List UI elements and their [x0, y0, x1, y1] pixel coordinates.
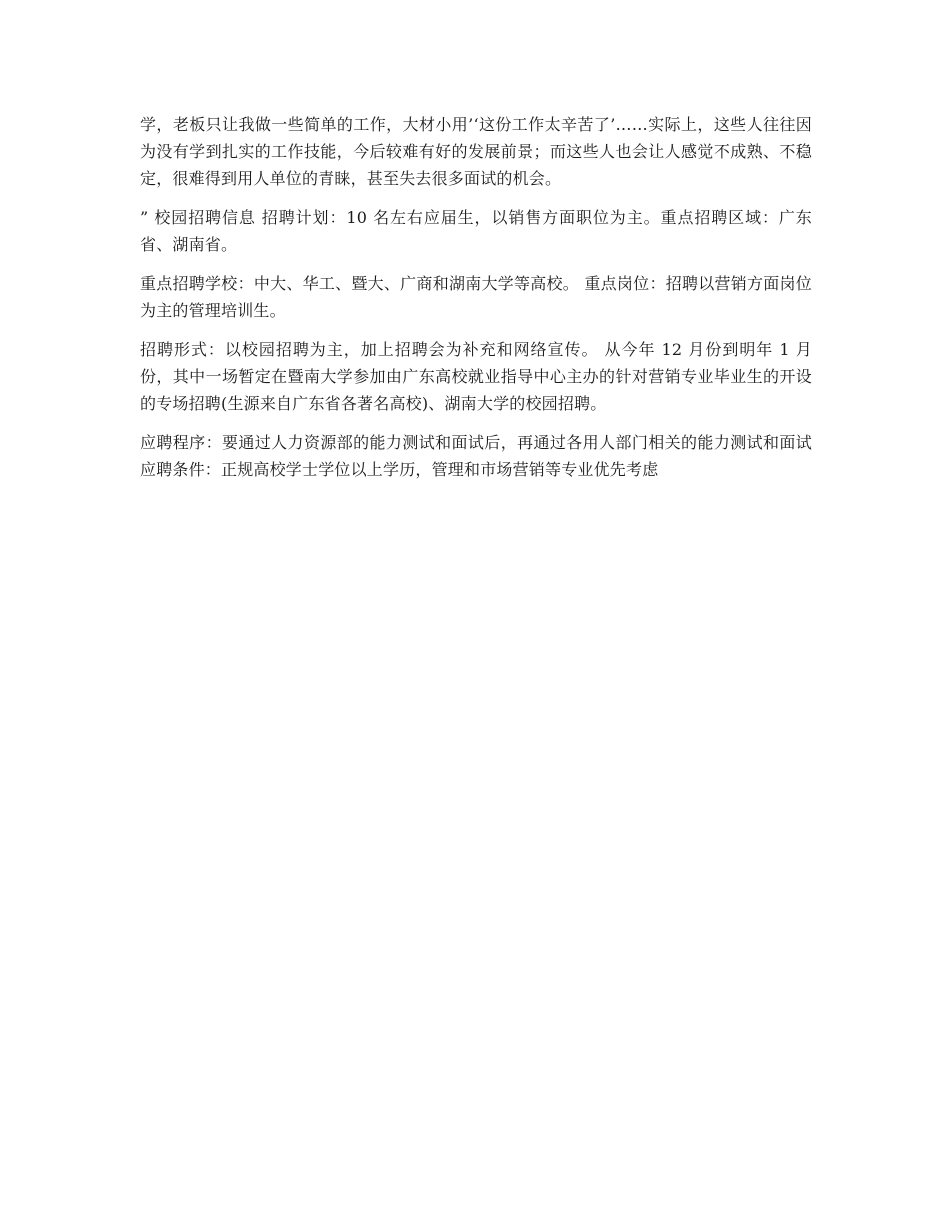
paragraph-recruitment-plan: ” 校园招聘信息 招聘计划：10 名左右应届生，以销售方面职位为主。重点招聘区域：广东省、湖南省。 [140, 208, 812, 254]
paragraph-target-schools: 重点招聘学校：中大、华工、暨大、广商和湖南大学等高校。 重点岗位：招聘以营销方面岗位为主的管理培训生。 [140, 274, 812, 320]
paragraph-application-process: 应聘程序：要通过人力资源部的能力测试和面试后，再通过各用人部门相关的能力测试和面试 应聘条件：正规高校学士学位以上学历，管理和市场营销等专业优先考虑 [140, 433, 812, 479]
paragraph-recruitment-format: 招聘形式：以校园招聘为主，加上招聘会为补充和网络宣传。 从今年 12 月份到明年 1 月份，其中一场暂定在暨南大学参加由广东高校就业指导中心主办的针对营销专业毕业生的开设的专场招聘(生源来自广东省各著名高校)、湖南大学的校园招聘。 [140, 340, 812, 413]
paragraph-job-attitude: 学，老板只让我做一些简单的工作，大材小用’‘这份工作太辛苦了’……实际上，这些人往往因为没有学到扎实的工作技能，今后较难有好的发展前景；而这些人也会让人感觉不成熟、不稳定，很难得到用人单位的青睐，甚至失去很多面试的机会。 [140, 115, 812, 188]
document-body [140, 111, 812, 495]
